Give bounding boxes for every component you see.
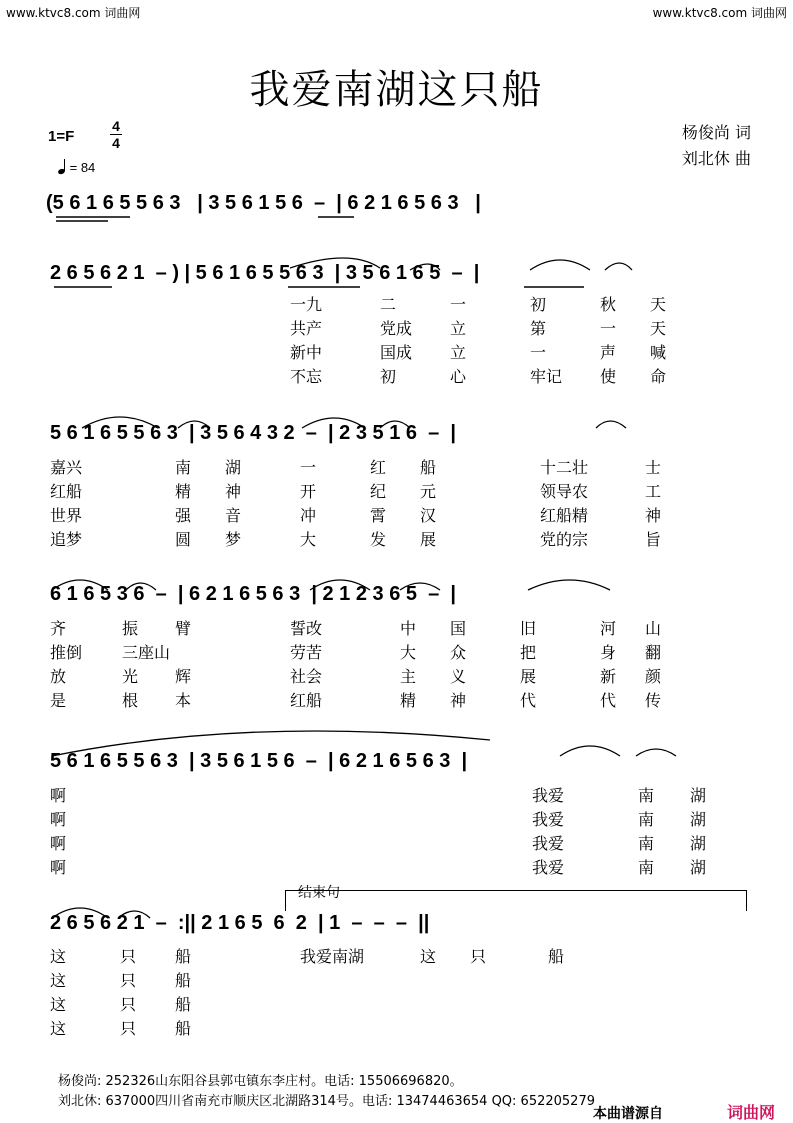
lyric-r4-line-3: 传 [645, 691, 662, 710]
lyric-r6-line-2: 这 [50, 995, 67, 1014]
lyric-r3-line-3: 党的宗 [540, 530, 589, 549]
lyric-r5-line-1: 湖 [690, 810, 707, 829]
lyric-r3-line-1: 元 [420, 482, 437, 501]
lyric-r4-line-1: 众 [450, 643, 467, 662]
footer-line-1: 杨俊尚: 252326山东阳谷县郭屯镇东李庄村。电话: 15506696820。 [58, 1074, 463, 1089]
lyric-r2-line-1: 党成 [380, 319, 413, 338]
lyric-r4-line-2: 新 [600, 667, 617, 686]
notation-row-1: (5 6 1 6 5 5 6 3 | 3 5 6 1 5 6 – | 6 2 1 6 5 6 3 | [46, 192, 481, 214]
lyric-r5-line-1: 南 [638, 810, 655, 829]
lyric-r5-line-3: 啊 [50, 858, 67, 877]
lyric-r3-line-2: 汉 [420, 506, 437, 525]
lyric-r6-line-0: 船 [548, 947, 565, 966]
time-sig-bottom: 4 [112, 135, 120, 151]
lyric-r4-line-1: 三座山 [122, 643, 171, 662]
lyric-r4-line-2: 辉 [175, 667, 192, 686]
lyric-r4-line-3: 是 [50, 691, 67, 710]
ending-bracket [285, 890, 747, 911]
lyric-r2-line-3: 命 [650, 367, 667, 386]
lyric-r3-line-1: 工 [645, 482, 662, 501]
lyric-r5-line-2: 湖 [690, 834, 707, 853]
lyric-r4-line-0: 河 [600, 619, 617, 638]
lyric-r3-line-2: 霄 [370, 506, 387, 525]
lyric-r6-line-1: 船 [175, 971, 192, 990]
lyric-r4-line-2: 义 [450, 667, 467, 686]
source-label: 本曲谱源自 [593, 1106, 663, 1122]
site-logo: 词曲网 [726, 1103, 775, 1122]
lyric-r3-line-0: 船 [420, 458, 437, 477]
lyric-r3-line-1: 纪 [370, 482, 387, 501]
lyric-r3-line-3: 展 [420, 530, 437, 549]
lyric-r3-line-2: 神 [645, 506, 662, 525]
lyric-r4-line-2: 放 [50, 667, 67, 686]
lyric-r2-line-0: 天 [650, 295, 667, 314]
lyric-r6-line-0: 这 [50, 947, 67, 966]
lyric-r3-line-3: 大 [300, 530, 317, 549]
lyric-r4-line-0: 山 [645, 619, 662, 638]
page-title: 我爱南湖这只船 [249, 67, 544, 113]
time-sig-top: 4 [112, 118, 120, 134]
lyric-r6-line-3: 这 [50, 1019, 67, 1038]
tempo-value: = 84 [69, 160, 96, 175]
lyric-r5-line-3: 湖 [690, 858, 707, 877]
lyric-r6-line-0: 我爱南湖 [300, 947, 365, 966]
lyric-r3-line-2: 音 [225, 506, 242, 525]
watermark-right: www.ktvc8.com 词曲网 [652, 6, 787, 20]
lyric-r2-line-1: 立 [450, 319, 467, 338]
notation-row-2: 2 6 5 6 2 1 – ) | 5 6 1 6 5 5 6 3 | 3 5 6 1 6 5 – | [50, 262, 480, 284]
lyric-r4-line-2: 光 [122, 667, 139, 686]
lyric-r4-line-2: 主 [400, 667, 417, 686]
lyric-r4-line-0: 齐 [50, 619, 67, 638]
lyric-r6-line-0: 只 [120, 947, 137, 966]
lyric-r3-line-1: 精 [175, 482, 192, 501]
lyric-r4-line-1: 翻 [645, 643, 662, 662]
lyric-r4-line-1: 身 [600, 643, 617, 662]
lyric-r3-line-1: 开 [300, 482, 317, 501]
lyric-r4-line-0: 振 [122, 619, 139, 638]
ending-label: 结束句 [298, 885, 340, 901]
lyric-r3-line-2: 强 [175, 506, 192, 525]
lyric-r4-line-3: 精 [400, 691, 417, 710]
lyric-r4-line-0: 旧 [520, 619, 537, 638]
lyric-r4-line-1: 把 [520, 643, 537, 662]
lyric-r3-line-0: 南 [175, 458, 192, 477]
lyric-r2-line-1: 一 [600, 319, 617, 338]
lyric-r6-line-0: 只 [470, 947, 487, 966]
footer-line-2: 刘北休: 637000四川省南充市顺庆区北湖路314号。电话: 13474463654 QQ: 652205279 [58, 1094, 595, 1109]
lyric-r4-line-1: 劳苦 [290, 643, 323, 662]
lyricist-credit: 杨俊尚 词 [681, 123, 751, 142]
lyric-r6-line-3: 只 [120, 1019, 137, 1038]
lyric-r2-line-2: 声 [600, 343, 617, 362]
lyric-r3-line-2: 冲 [300, 506, 317, 525]
lyric-r2-line-3: 牢记 [530, 367, 563, 386]
lyric-r4-line-1: 大 [400, 643, 417, 662]
lyric-r2-line-0: 秋 [600, 295, 617, 314]
lyric-r4-line-3: 代 [520, 691, 537, 710]
lyric-r6-line-0: 船 [175, 947, 192, 966]
lyric-r3-line-0: 红 [370, 458, 387, 477]
time-signature [110, 118, 122, 151]
lyric-r2-line-2: 立 [450, 343, 467, 362]
lyric-r2-line-3: 心 [450, 367, 467, 386]
lyric-r3-line-2: 世界 [50, 506, 83, 525]
lyric-r3-line-1: 领导农 [540, 482, 589, 501]
lyric-r3-line-1: 神 [225, 482, 242, 501]
lyric-r5-line-0: 湖 [690, 786, 707, 805]
lyric-r2-line-1: 天 [650, 319, 667, 338]
notation-row-5: 5 6 1 6 5 5 6 3 | 3 5 6 1 5 6 – | 6 2 1 6 5 6 3 | [50, 750, 468, 772]
lyric-r4-line-0: 臂 [175, 619, 192, 638]
lyric-r4-line-2: 展 [520, 667, 537, 686]
lyric-r3-line-3: 发 [370, 530, 387, 549]
lyric-r3-line-0: 一 [300, 458, 317, 477]
lyric-r5-line-0: 啊 [50, 786, 67, 805]
lyric-r4-line-2: 社会 [290, 667, 323, 686]
lyric-r5-line-0: 南 [638, 786, 655, 805]
lyric-r5-line-3: 我爱 [532, 858, 565, 877]
tempo-marking [58, 160, 95, 175]
lyric-r4-line-0: 中 [400, 619, 417, 638]
lyric-r3-line-3: 梦 [225, 530, 242, 549]
lyric-r3-line-3: 旨 [645, 530, 662, 549]
lyric-r2-line-2: 喊 [650, 343, 667, 362]
lyric-r6-line-1: 只 [120, 971, 137, 990]
lyric-r2-line-3: 初 [380, 367, 397, 386]
lyric-r4-line-0: 誓改 [290, 619, 323, 638]
lyric-r2-line-0: 一九 [290, 295, 323, 314]
lyric-r2-line-3: 使 [600, 367, 617, 386]
lyric-r4-line-3: 根 [122, 691, 139, 710]
lyric-r2-line-1: 共产 [290, 319, 323, 338]
lyric-r3-line-0: 士 [645, 458, 662, 477]
lyric-r5-line-2: 我爱 [532, 834, 565, 853]
lyric-r4-line-2: 颜 [645, 667, 662, 686]
lyric-r6-line-2: 只 [120, 995, 137, 1014]
lyric-r2-line-3: 不忘 [290, 367, 323, 386]
lyric-r3-line-1: 红船 [50, 482, 83, 501]
lyric-r3-line-0: 湖 [225, 458, 242, 477]
lyric-r3-line-2: 红船精 [540, 506, 589, 525]
lyric-r3-line-3: 圆 [175, 530, 192, 549]
lyric-r6-line-1: 这 [50, 971, 67, 990]
lyric-r6-line-3: 船 [175, 1019, 192, 1038]
lyric-r5-line-3: 南 [638, 858, 655, 877]
lyric-r6-line-2: 船 [175, 995, 192, 1014]
lyric-r4-line-3: 本 [175, 691, 192, 710]
notation-row-3: 5 6 1 6 5 5 6 3 | 3 5 6 4 3 2 – | 2 3 5 1 6 – | [50, 422, 456, 444]
lyric-r2-line-0: 二 [380, 295, 397, 314]
lyric-r5-line-1: 啊 [50, 810, 67, 829]
lyric-r2-line-1: 第 [530, 319, 547, 338]
lyric-r4-line-3: 红船 [290, 691, 323, 710]
lyric-r3-line-3: 追梦 [50, 530, 83, 549]
lyric-r3-line-0: 十二壮 [540, 458, 589, 477]
key-signature: 1=F [48, 128, 75, 145]
lyric-r3-line-0: 嘉兴 [50, 458, 83, 477]
lyric-r4-line-0: 国 [450, 619, 467, 638]
notation-row-4: 6 1 6 5 3 6 – | 6 2 1 6 5 6 3 | 2 1 2 3 6 5 – | [50, 583, 456, 605]
lyric-r5-line-0: 我爱 [532, 786, 565, 805]
lyric-r4-line-3: 代 [600, 691, 617, 710]
lyric-r6-line-0: 这 [420, 947, 437, 966]
composer-credit: 刘北休 曲 [681, 149, 751, 168]
lyric-r5-line-1: 我爱 [532, 810, 565, 829]
lyric-r2-line-2: 国成 [380, 343, 413, 362]
notation-row-6: 2 6 5 6 2 1 – :|| 2 1 6 5 6 2 | 1 – – – || [50, 912, 430, 934]
lyric-r4-line-1: 推倒 [50, 643, 83, 662]
lyric-r2-line-2: 一 [530, 343, 547, 362]
lyric-r2-line-0: 一 [450, 295, 467, 314]
lyric-r2-line-2: 新中 [290, 343, 323, 362]
lyric-r5-line-2: 南 [638, 834, 655, 853]
watermark-left: www.ktvc8.com 词曲网 [6, 6, 141, 20]
lyric-r2-line-0: 初 [530, 295, 547, 314]
lyric-r4-line-3: 神 [450, 691, 467, 710]
lyric-r5-line-2: 啊 [50, 834, 67, 853]
